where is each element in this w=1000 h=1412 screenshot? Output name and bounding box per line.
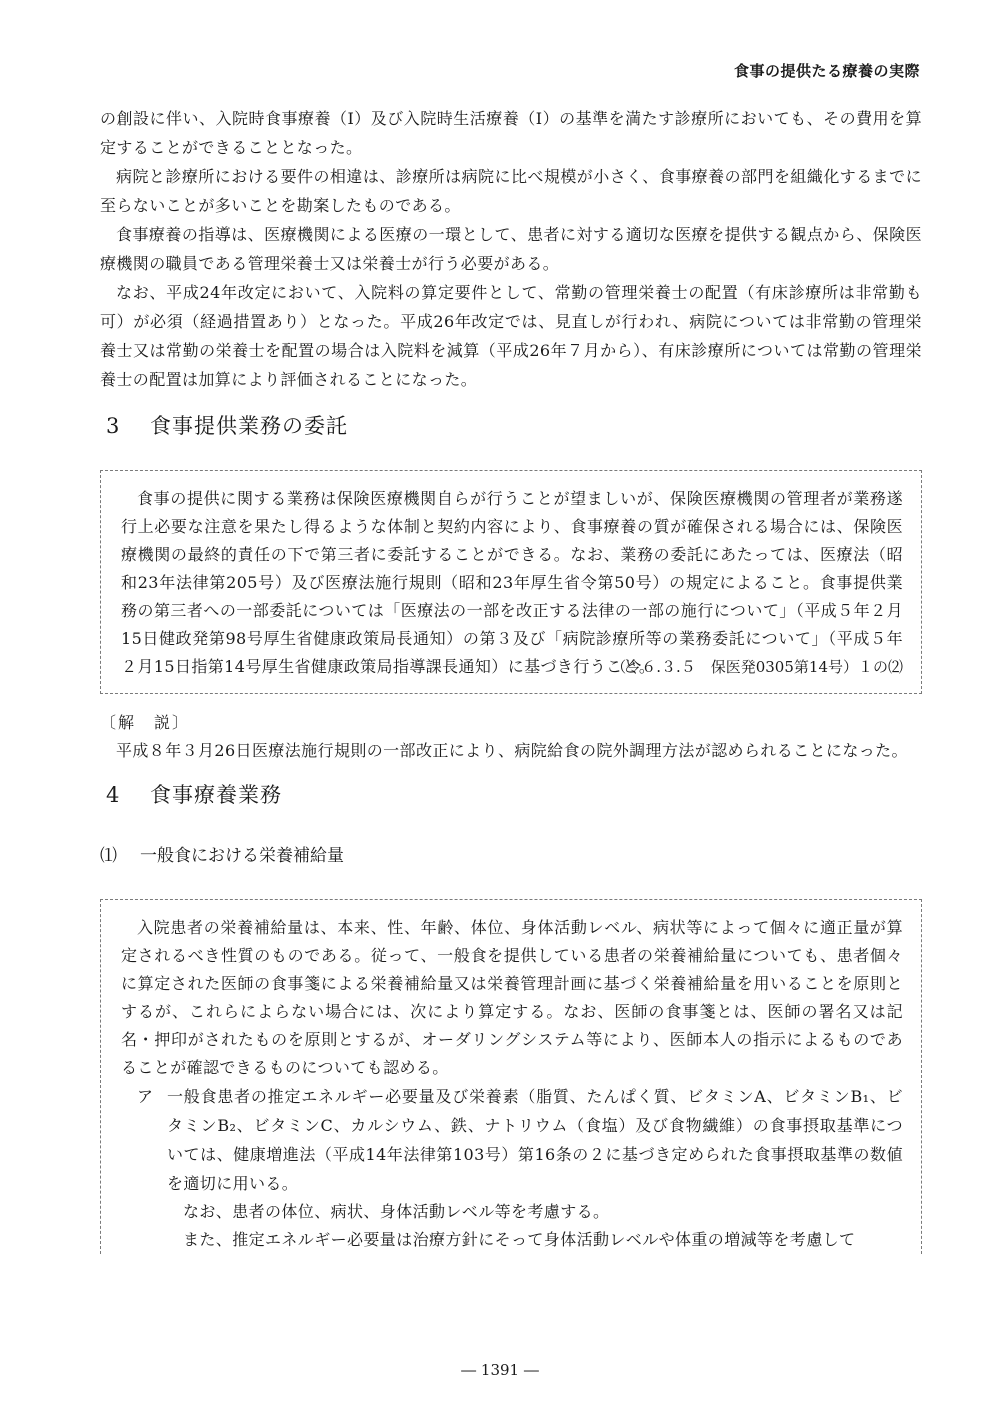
section-heading-4 [100, 775, 922, 815]
section-number: 3 [106, 414, 121, 438]
notice-text: 入院患者の栄養補給量は、本来、性、年齢、体位、身体活動レベル、病状等によって個々に適正量が算定されるべき性質のものである。従って、一般食を提供している患者の栄養補給量についても、患者個々に算定された医師の食事箋による栄養補給量又は栄養管理計画に基づく栄養補給量を用いることを原則とするが、これらによらない場合には、次により算定する。なお、医師の食事箋とは、医師の署名又は記名・押印がされたものを原則とするが、オーダリングシステム等により、医師本人の指示によるものであることが確認できるものについても認める。 [121, 918, 903, 1077]
citation: （令６.３.５ 保医発0305第14号）１の⑵ [611, 658, 903, 676]
notice-box [100, 899, 922, 1254]
subsection-number: ⑴ [100, 846, 117, 866]
item-marker: ア [137, 1087, 154, 1106]
subsection-heading [100, 841, 922, 871]
commentary-text: 平成８年３月26日医療法施行規則の一部改正により、病院給食の院外調理方法が認められることになった。 [116, 741, 908, 760]
list-item [121, 1082, 903, 1198]
subsection-title: 一般食における栄養補給量 [140, 846, 344, 866]
notice-text: 食事の提供に関する業務は保険医療機関自らが行うことが望ましいが、保険医療機関の管理者が業務遂行上必要な注意を果たし得るような体制と契約内容により、食事療養の質が確保される場合には、保険医療機関の最終的責任の下で第三者に委託することができる。なお、業務の委託にあたっては、医療法（昭和23年法律第205号）及び医療法施行規則（昭和23年厚生省令第50号）の規定によること。食事提供業務の第三者への一部委託については「医療法の一部を改正する法律の一部の施行について」（平成５年２月15日健政発第98号厚生省健康政策局長通知）の第３及び「病院診療所等の業務委託について」（平成５年２月15日指第14号厚生省健康政策局指導課長通知）に基づき行うこと。 [121, 489, 903, 676]
notice-box [100, 470, 922, 694]
paragraph: 病院と診療所における要件の相違は、診療所は病院に比べ規模が小さく、食事療養の部門を組織化するまでに至らないことが多いことを勘案したものである。 [100, 167, 922, 215]
paragraph: なお、平成24年改定において、入院料の算定要件として、常勤の管理栄養士の配置（有床診療所は非常勤も可）が必須（経過措置あり）となった。平成26年改定では、見直しが行われ、病院については非常勤の管理栄養士又は常勤の栄養士を配置の場合は入院料を減算（平成26年７月から）、有床診療所については常勤の管理栄養士の配置は加算により評価されることになった。 [100, 283, 922, 389]
page-content [100, 104, 922, 1254]
item-note: また、推定エネルギー必要量は治療方針にそって身体活動レベルや体重の増減等を考慮して [183, 1230, 856, 1249]
section-number: 4 [106, 783, 121, 807]
paragraph: の創設に伴い、入院時食事療養（Ⅰ）及び入院時生活療養（Ⅰ）の基準を満たす診療所においても、その費用を算定することができることとなった。 [100, 109, 922, 157]
item-text: 一般食患者の推定エネルギー必要量及び栄養素（脂質、たんぱく質、ビタミンA、ビタミンB₁、ビタミンB₂、ビタミンC、カルシウム、鉄、ナトリウム（食塩）及び食物繊維）の食事摂取基準については、健康増進法（平成14年法律第103号）第16条の２に基づき定められた食事摂取基準の数値を適切に用いる。 [167, 1087, 903, 1193]
section-heading-3 [100, 406, 922, 446]
section-title: 食事提供業務の委託 [150, 414, 348, 438]
running-header: 食事の提供たる療養の実際 [733, 62, 920, 80]
commentary-label: 〔解 説〕 [100, 713, 191, 732]
item-note: なお、患者の体位、病状、身体活動レベル等を考慮する。 [183, 1202, 610, 1221]
section-title: 食事療養業務 [150, 783, 282, 807]
paragraph: 食事療養の指導は、医療機関による医療の一環として、患者に対する適切な医療を提供する観点から、保険医療機関の職員である管理栄養士又は栄養士が行う必要がある。 [100, 225, 922, 273]
page-number: ― 1391 ― [461, 1361, 539, 1379]
